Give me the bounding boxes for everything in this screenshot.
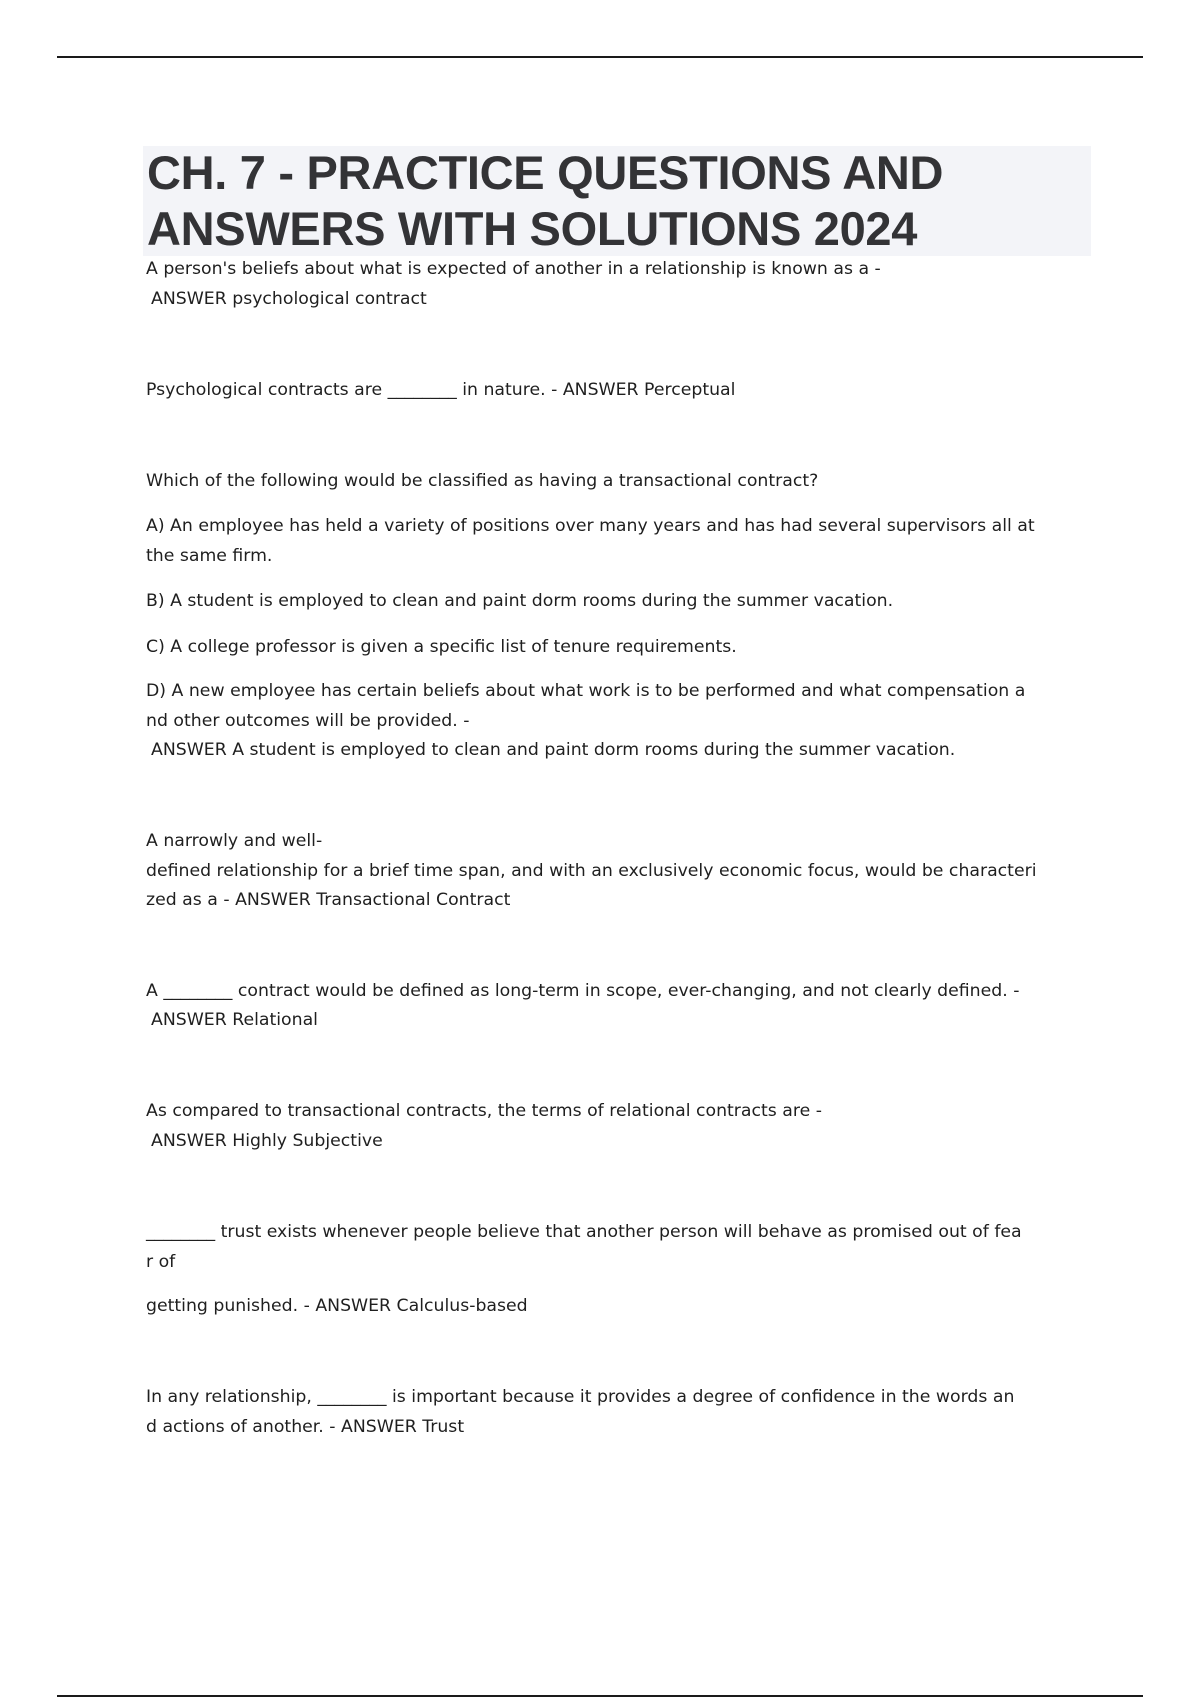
question-2-text: Psychological contracts are ________ in nature. - ANSWER Perceptual: [146, 380, 736, 400]
answer-5: ANSWER Relational: [151, 1010, 318, 1030]
question-4-text: A narrowly and well-: [146, 831, 323, 851]
title-line-1: CH. 7 - PRACTICE QUESTIONS AND: [147, 146, 944, 199]
question-8-text: In any relationship, ________ is important because it provides a degree of confidence in the words an: [146, 1387, 1015, 1407]
question-3-option-a-cont: the same firm.: [146, 546, 273, 566]
answer-1: ANSWER psychological contract: [151, 289, 427, 309]
question-3-option-b: B) A student is employed to clean and paint dorm rooms during the summer vacation.: [146, 591, 894, 611]
question-3-text: Which of the following would be classified as having a transactional contract?: [146, 471, 819, 491]
question-7-text-cont: r of: [146, 1252, 176, 1272]
answer-3: ANSWER A student is employed to clean and paint dorm rooms during the summer vacation.: [151, 740, 956, 760]
question-3-option-c: C) A college professor is given a specific list of tenure requirements.: [146, 637, 737, 657]
top-rule: [57, 56, 1143, 58]
bottom-rule: [57, 1695, 1143, 1697]
question-4-text-cont: defined relationship for a brief time span, and with an exclusively economic focus, would be characteri: [146, 861, 1037, 881]
question-7-text: ________ trust exists whenever people believe that another person will behave as promised out of fea: [146, 1222, 1022, 1242]
question-1-text: A person's beliefs about what is expected of another in a relationship is known as a -: [146, 259, 881, 279]
question-4-answer: zed as a - ANSWER Transactional Contract: [146, 890, 511, 910]
answer-6: ANSWER Highly Subjective: [151, 1131, 383, 1151]
title-line-2: ANSWERS WITH SOLUTIONS 2024: [147, 202, 918, 255]
question-6-text: As compared to transactional contracts, the terms of relational contracts are -: [146, 1101, 822, 1121]
question-8-answer: d actions of another. - ANSWER Trust: [146, 1417, 465, 1437]
question-3-option-a: A) An employee has held a variety of positions over many years and has had several supervisors all at: [146, 516, 1035, 536]
question-7-answer: getting punished. - ANSWER Calculus-based: [146, 1296, 528, 1316]
document-title: [143, 146, 1091, 256]
question-5-text: A ________ contract would be defined as long-term in scope, ever-changing, and not clearly defined. -: [146, 981, 1020, 1001]
question-3-option-d-cont: nd other outcomes will be provided. -: [146, 711, 470, 731]
question-3-option-d: D) A new employee has certain beliefs about what work is to be performed and what compensation a: [146, 681, 1026, 701]
